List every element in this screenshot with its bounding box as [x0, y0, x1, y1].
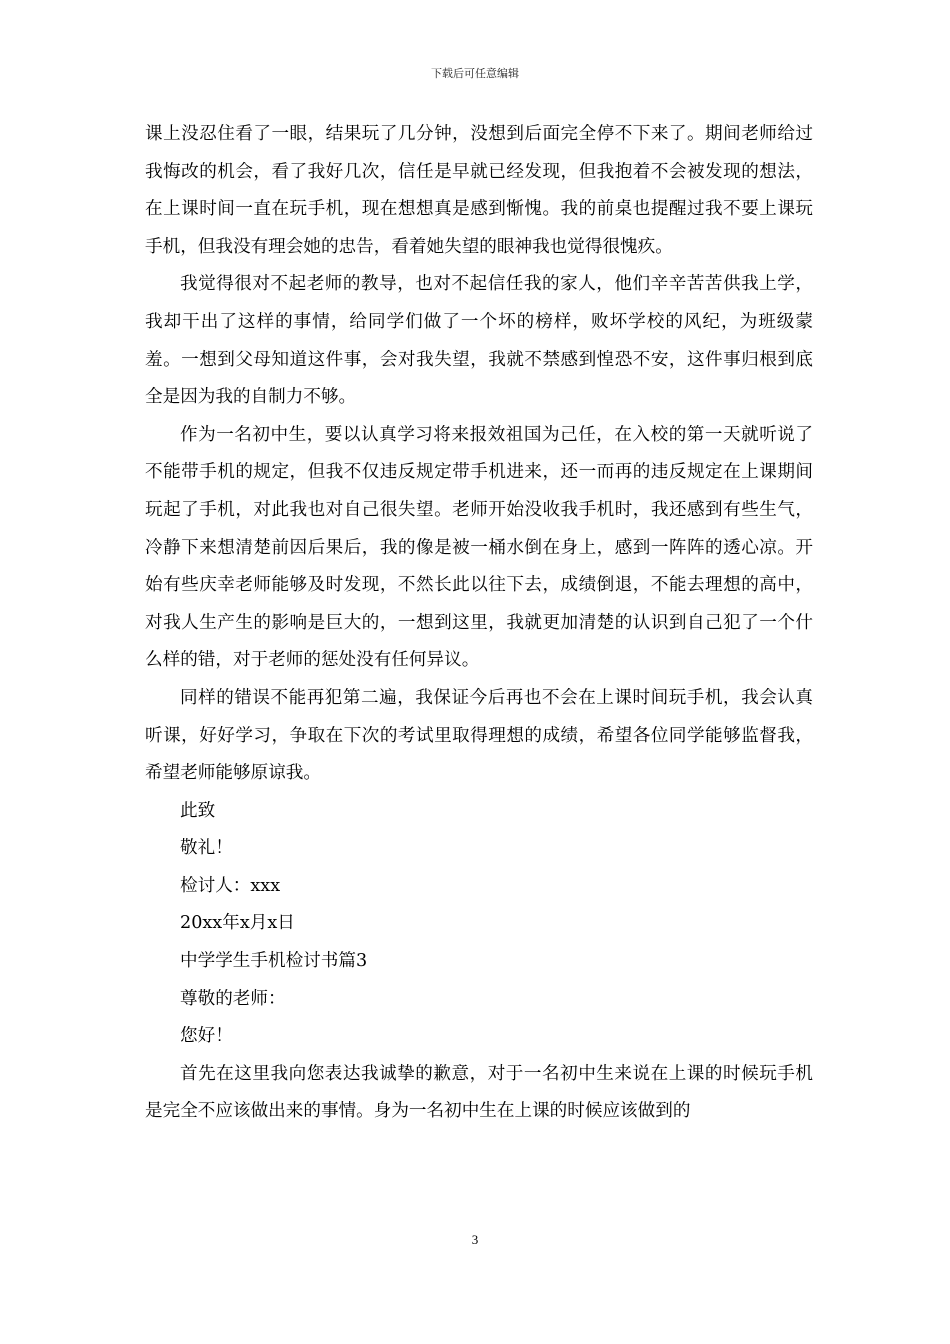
paragraph: 同样的错误不能再犯第二遍，我保证今后再也不会在上课时间玩手机，我会认真听课，好好学习，争取在下次的考试里取得理想的成绩，希望各位同学能够监督我，希望老师能够原谅我。	[145, 687, 813, 784]
paragraph: 作为一名初中生，要以认真学习将来报效祖国为己任，在入校的第一天就听说了不能带手机的规定，但我不仅违反规定带手机进来，还一而再的违反规定在上课期间玩起了手机，对此我也对自己很失望。老师开始没收我手机时，我还感到有些生气，冷静下来想清楚前因后果后，我的像是被一桶水倒在身上，感到一阵阵的透心凉。开始有些庆幸老师能够及时发现，不然长此以往下去，成绩倒退，不能去理想的高中，对我人生产生的影响是巨大的，一想到这里，我就更加清楚的认识到自己犯了一个什么样的错，对于老师的惩处没有任何异议。	[145, 424, 813, 671]
page-number: 3	[471, 1232, 479, 1247]
closing-line-1: 此致	[180, 800, 216, 821]
signer-line: 检讨人：xxx	[180, 875, 281, 896]
paragraph-continued: 课上没忍住看了一眼，结果玩了几分钟，没想到后面完全停不下来了。期间老师给过我悔改的机会，看了我好几次，信任是早就已经发现，但我抱着不会被发现的想法，在上课时间一直在玩手机，现在想想真是感到惭愧。我的前桌也提醒过我不要上课玩手机，但我没有理会她的忠告，看着她失望的眼神我也觉得很愧疚。	[145, 124, 813, 257]
paragraph: 我觉得很对不起老师的教导，也对不起信任我的家人，他们辛辛苦苦供我上学，我却干出了这样的事情，给同学们做了一个坏的榜样，败坏学校的风纪，为班级蒙羞。一想到父母知道这件事，会对我失望，我就不禁感到惶恐不安，这件事归根到底全是因为我的自制力不够。	[145, 274, 813, 408]
section-title: 中学学生手机检讨书篇3	[180, 951, 368, 972]
salutation: 尊敬的老师：	[180, 988, 286, 1009]
paragraph: 首先在这里我向您表达我诚挚的歉意，对于一名初中生来说在上课的时候玩手机是完全不应该做出来的事情。身为一名初中生在上课的时候应该做到的	[145, 1063, 813, 1122]
date-line: 20xx年x月x日	[180, 913, 295, 934]
greeting: 您好！	[180, 1026, 233, 1047]
document-body	[145, 116, 813, 1131]
closing-line-2: 敬礼！	[180, 838, 233, 859]
page-header: 下载后可任意编辑	[431, 67, 519, 80]
